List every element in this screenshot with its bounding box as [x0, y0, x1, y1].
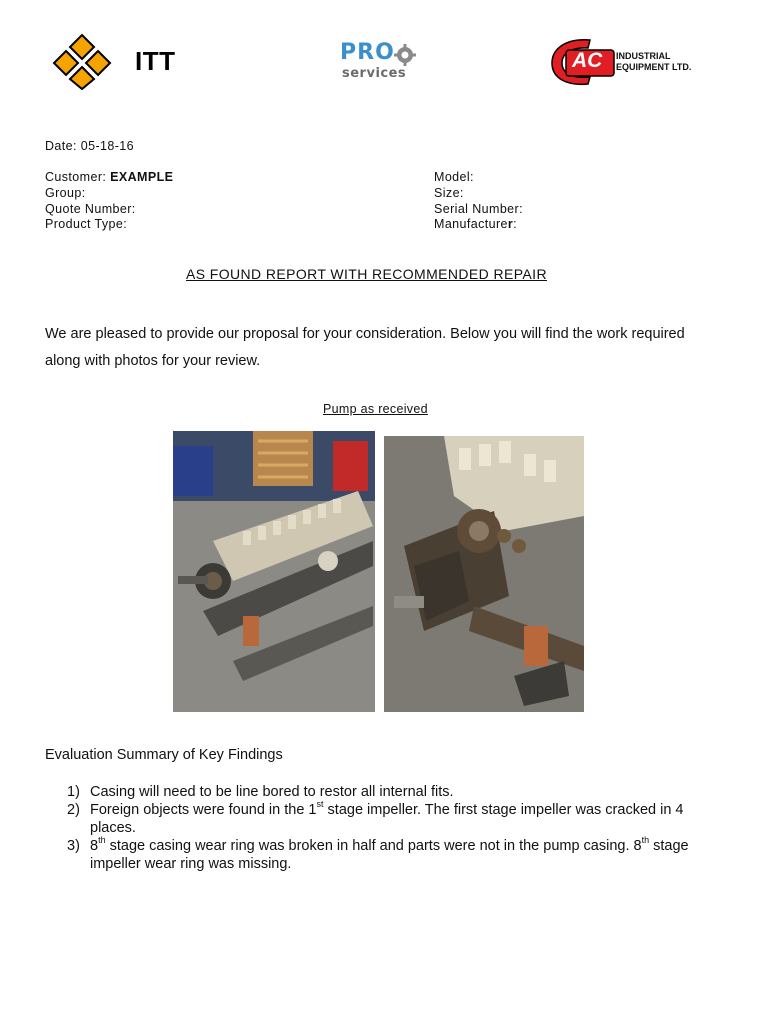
finding-item-2: [45, 801, 715, 837]
cac-logo-line2: EQUIPMENT LTD.: [616, 62, 692, 72]
pro-logo-word: PRO: [340, 40, 395, 65]
evaluation-heading: Evaluation Summary of Key Findings: [45, 747, 283, 763]
itt-logo-text: ITT: [135, 46, 176, 76]
pump-photo-right: [384, 436, 584, 712]
cac-logo: [550, 36, 700, 88]
finding-text-part: stage casing wear ring was broken in half and parts were not in the pump casing. 8: [105, 838, 642, 854]
customer-label: Customer:: [45, 170, 111, 184]
product-type-line: Product Type:: [45, 217, 128, 231]
finding-number: 2): [67, 802, 80, 818]
finding-text-part: 8: [90, 838, 99, 854]
serial-number-line: Serial Number:: [434, 202, 523, 216]
manufacturer-label: Manufacture: [434, 217, 508, 231]
gear-icon: [394, 44, 416, 66]
report-title: AS FOUND REPORT WITH RECOMMENDED REPAIR: [186, 266, 547, 282]
manufacturer-line: [434, 217, 517, 231]
finding-text-part: Foreign objects were found in the 1: [90, 802, 317, 818]
manufacturer-bold-r: r: [507, 217, 514, 231]
date-line: Date: 05-18-16: [45, 139, 134, 153]
size-line: Size:: [434, 186, 464, 200]
customer-value: EXAMPLE: [110, 170, 174, 184]
finding-text-part: stage impeller wear ring was missing.: [90, 838, 689, 872]
finding-number: 1): [67, 784, 80, 800]
finding-text-part: stage impeller. The first stage impeller was cracked in 4 places.: [90, 802, 684, 836]
model-line: Model:: [434, 170, 474, 184]
itt-logo-mark: [48, 32, 116, 90]
quote-number-line: Quote Number:: [45, 202, 136, 216]
photos-caption: Pump as received: [323, 402, 428, 416]
finding-item-1: [45, 783, 715, 801]
intro-paragraph: We are pleased to provide our proposal for your consideration. Below you will find the work required along with photos for your review.: [45, 326, 685, 369]
cac-logo-letters: AC: [572, 49, 603, 72]
finding-item-3: [45, 837, 715, 873]
pro-services-logo: [340, 40, 430, 86]
finding-number: 3): [67, 838, 80, 854]
findings-list: [45, 783, 715, 873]
ordinal-suffix: st: [316, 799, 324, 809]
manufacturer-colon: :: [513, 217, 518, 231]
pump-photo-left: [173, 431, 375, 712]
pro-logo-services: services: [342, 66, 407, 81]
ordinal-suffix: th: [98, 835, 106, 845]
group-line: Group:: [45, 186, 86, 200]
itt-logo: [48, 32, 178, 90]
ordinal-suffix: th: [641, 835, 650, 845]
finding-text: Casing will need to be line bored to restor all internal fits.: [90, 784, 454, 800]
customer-line: [45, 170, 173, 184]
cac-logo-line1: INDUSTRIAL: [616, 51, 671, 61]
